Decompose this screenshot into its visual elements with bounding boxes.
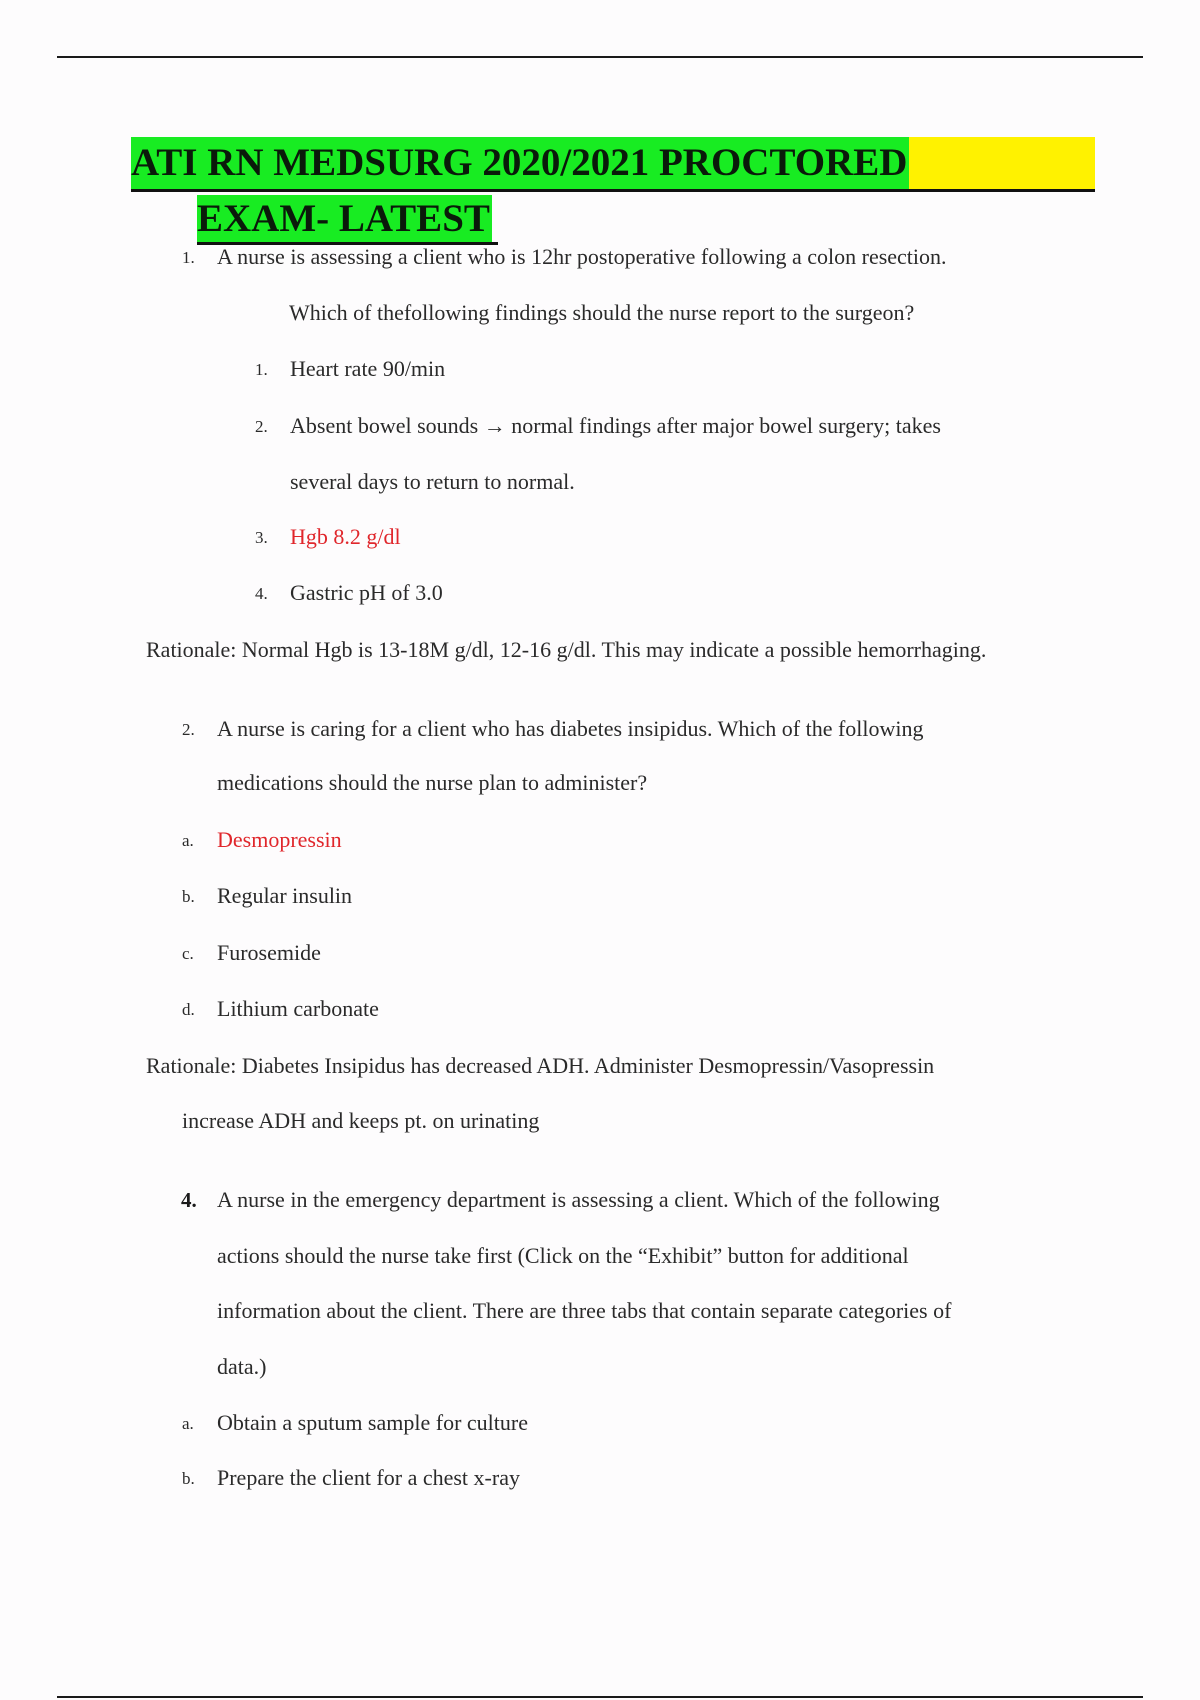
q4-text-line-4: data.) [217,1354,267,1379]
q1-option-2-marker: 2. [255,417,268,436]
q4-text-line-2: actions should the nurse take first (Click on the “Exhibit” button for additional [217,1243,909,1268]
q4-option-a-marker: a. [182,1414,194,1433]
title-line-2: EXAM- LATEST [197,195,492,243]
q2-option-a-marker: a. [182,831,194,850]
q2-text-line-1: A nurse is caring for a client who has diabetes insipidus. Which of the following [217,716,924,741]
q1-option-4: Gastric pH of 3.0 [290,580,443,605]
q1-text-line-1: A nurse is assessing a client who is 12hr postoperative following a colon resection. [217,244,947,269]
q1-option-1-marker: 1. [255,360,268,379]
q2-option-d: Lithium carbonate [217,996,379,1021]
q1-option-2-cont: several days to return to normal. [290,469,575,494]
top-rule [57,56,1143,58]
q2-option-d-marker: d. [182,1000,195,1019]
q2-text-line-2: medications should the nurse plan to administer? [217,770,648,795]
title-line-1: ATI RN MEDSURG 2020/2021 PROCTORED [131,137,909,189]
q4-text-line-1: A nurse in the emergency department is assessing a client. Which of the following [217,1187,940,1212]
title-underline [131,189,1095,192]
q1-option-2: Absent bowel sounds → normal findings after major bowel surgery; takes [290,413,941,438]
q4-text-line-3: information about the client. There are three tabs that contain separate categories of [217,1298,952,1323]
q2-option-c: Furosemide [217,940,321,965]
q1-option-3-correct: Hgb 8.2 g/dl [290,524,401,549]
q2-option-b-marker: b. [182,887,195,906]
q2-option-c-marker: c. [182,944,194,963]
q4-option-a: Obtain a sputum sample for culture [217,1410,528,1435]
q1-text-line-2: Which of thefollowing findings should the nurse report to the surgeon? [289,300,915,325]
q4-number: 4. [181,1188,197,1212]
q1-option-1: Heart rate 90/min [290,356,446,381]
q4-option-b-marker: b. [182,1469,195,1488]
bottom-rule [57,1696,1143,1698]
q4-option-b: Prepare the client for a chest x-ray [217,1465,520,1490]
q2-rationale-line-2: increase ADH and keeps pt. on urinating [182,1108,540,1133]
q1-option-4-marker: 4. [255,584,268,603]
q2-rationale-line-1: Rationale: Diabetes Insipidus has decreased ADH. Administer Desmopressin/Vasopressin [146,1053,935,1078]
q1-rationale: Rationale: Normal Hgb is 13-18M g/dl, 12-16 g/dl. This may indicate a possible hemorrhaging. [146,637,987,662]
q2-option-a-correct: Desmopressin [217,827,342,852]
q1-number: 1. [182,248,195,267]
q1-option-3-marker: 3. [255,528,268,547]
q2-option-b: Regular insulin [217,883,353,908]
q2-number: 2. [182,720,195,739]
